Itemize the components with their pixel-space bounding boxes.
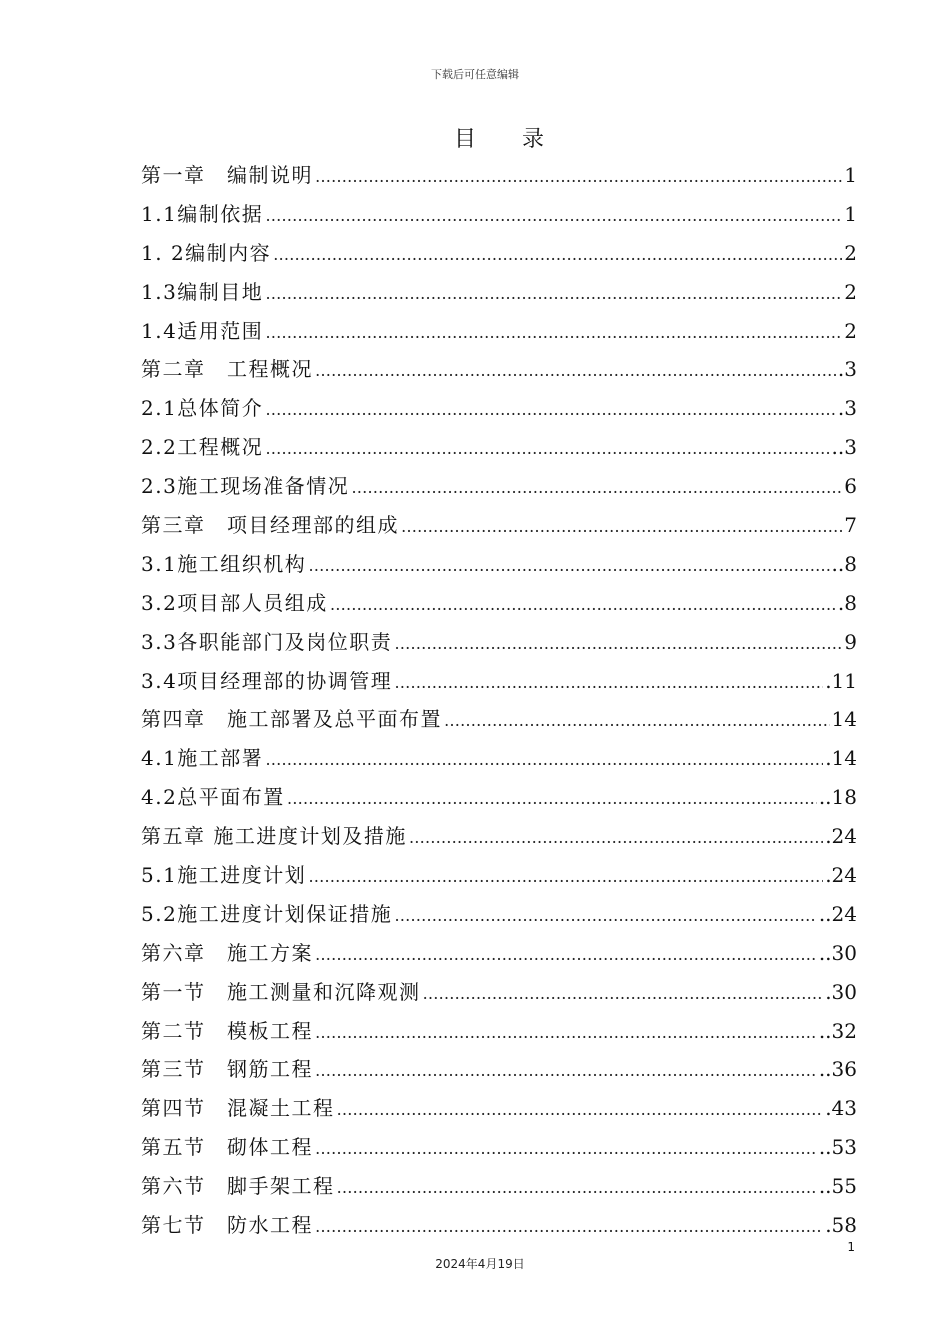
toc-entry-page: .30 bbox=[825, 979, 857, 1004]
toc-entry-page: .11 bbox=[825, 668, 857, 693]
toc-leader-dots bbox=[330, 595, 836, 614]
toc-entry-page: ..53 bbox=[818, 1135, 857, 1160]
toc-entry-title: 4.2总平面布置 bbox=[141, 785, 285, 810]
toc-entry-page: ..18 bbox=[818, 785, 857, 810]
toc-entry-page: ..24 bbox=[818, 901, 857, 926]
toc-entry-title: 第一节 施工测量和沉降观测 bbox=[141, 979, 421, 1004]
toc-entry-title: 3.4项目经理部的协调管理 bbox=[141, 668, 393, 693]
toc-leader-dots bbox=[287, 789, 817, 808]
toc-entry[interactable] bbox=[141, 1170, 857, 1209]
toc-entry-page: ..32 bbox=[818, 1018, 857, 1043]
toc-entry[interactable] bbox=[141, 1053, 857, 1092]
toc-entry-title: 1.1编制依据 bbox=[141, 201, 264, 226]
toc-entry[interactable] bbox=[141, 859, 857, 898]
toc-entry-page: ..55 bbox=[818, 1174, 857, 1199]
toc-entry[interactable] bbox=[141, 159, 857, 198]
page-title bbox=[0, 122, 950, 153]
page-header: 下载后可任意编辑 bbox=[431, 68, 519, 81]
toc-entry-title: 第六章 施工方案 bbox=[141, 940, 313, 965]
toc-leader-dots bbox=[394, 634, 842, 653]
toc-entry-page: .24 bbox=[825, 824, 857, 849]
toc-entry-page: .58 bbox=[825, 1213, 857, 1238]
toc-leader-dots bbox=[315, 1217, 823, 1236]
toc-entry-page: ..36 bbox=[818, 1057, 857, 1082]
toc-entry[interactable] bbox=[141, 1015, 857, 1054]
toc-entry[interactable] bbox=[141, 1209, 857, 1248]
toc-entry[interactable] bbox=[141, 548, 857, 587]
toc-entry-page: .3 bbox=[837, 357, 857, 382]
toc-entry[interactable] bbox=[141, 820, 857, 859]
toc-entry-page: ..30 bbox=[818, 940, 857, 965]
toc-entry[interactable] bbox=[141, 976, 857, 1015]
toc-entry-page: .8 bbox=[837, 590, 857, 615]
toc-leader-dots bbox=[315, 1139, 817, 1158]
toc-entry-title: 4.1施工部署 bbox=[141, 746, 264, 771]
toc-entry[interactable] bbox=[141, 431, 857, 470]
toc-entry-title: 第四章 施工部署及总平面布置 bbox=[141, 707, 442, 732]
toc-entry[interactable] bbox=[141, 198, 857, 237]
toc-entry[interactable] bbox=[141, 1131, 857, 1170]
toc-leader-dots bbox=[394, 906, 817, 925]
toc-entry-title: 第六节 脚手架工程 bbox=[141, 1174, 335, 1199]
toc-entry-page: 9 bbox=[844, 629, 857, 654]
toc-entry[interactable] bbox=[141, 392, 857, 431]
toc-entry-title: 1. 2编制内容 bbox=[141, 240, 272, 265]
toc-leader-dots bbox=[337, 1178, 817, 1197]
toc-entry-title: 第二章 工程概况 bbox=[141, 357, 313, 382]
toc-entry-title: 第七节 防水工程 bbox=[141, 1213, 313, 1238]
toc-entry-title: 2.3施工现场准备情况 bbox=[141, 474, 350, 499]
toc-entry-page: 1 bbox=[844, 201, 857, 226]
toc-entry-page: ..3 bbox=[831, 435, 857, 460]
toc-entry-title: 第一章 编制说明 bbox=[141, 163, 313, 187]
table-of-contents bbox=[141, 159, 857, 1248]
toc-entry-title: 第三章 项目经理部的组成 bbox=[141, 513, 399, 538]
toc-leader-dots bbox=[308, 867, 823, 886]
toc-leader-dots bbox=[337, 1100, 824, 1119]
toc-entry[interactable] bbox=[141, 1092, 857, 1131]
toc-entry-page: ..8 bbox=[831, 551, 857, 576]
toc-entry[interactable] bbox=[141, 276, 857, 315]
toc-entry-title: 2.1总体简介 bbox=[141, 396, 264, 421]
title-char-2: 录 bbox=[522, 127, 547, 152]
toc-entry-title: 5.2施工进度计划保证措施 bbox=[141, 901, 393, 926]
toc-leader-dots bbox=[265, 400, 836, 419]
toc-entry-title: 第四节 混凝土工程 bbox=[141, 1096, 335, 1121]
toc-leader-dots bbox=[315, 1061, 817, 1080]
toc-entry-page: .3 bbox=[837, 396, 857, 421]
toc-leader-dots bbox=[394, 673, 823, 692]
toc-entry[interactable] bbox=[141, 353, 857, 392]
toc-entry-page: 7 bbox=[844, 513, 857, 538]
toc-entry-page: .43 bbox=[825, 1096, 857, 1121]
toc-leader-dots bbox=[315, 361, 836, 380]
title-char-1: 目 bbox=[453, 127, 478, 152]
toc-entry-page: .14 bbox=[825, 746, 857, 771]
toc-entry-title: 2.2工程概况 bbox=[141, 435, 264, 460]
toc-leader-dots bbox=[409, 828, 823, 847]
toc-entry[interactable] bbox=[141, 315, 857, 354]
toc-entry-title: 1.4适用范围 bbox=[141, 318, 264, 343]
toc-entry[interactable] bbox=[141, 509, 857, 548]
toc-entry[interactable] bbox=[141, 937, 857, 976]
toc-entry-title: 3.2项目部人员组成 bbox=[141, 590, 328, 615]
toc-entry[interactable] bbox=[141, 898, 857, 937]
toc-entry[interactable] bbox=[141, 237, 857, 276]
toc-leader-dots bbox=[315, 945, 817, 964]
toc-leader-dots bbox=[315, 1023, 817, 1042]
toc-entry-page: 14 bbox=[831, 707, 857, 732]
toc-leader-dots bbox=[273, 245, 842, 264]
toc-entry-page: 1 bbox=[844, 163, 857, 187]
toc-leader-dots bbox=[315, 167, 842, 186]
toc-entry[interactable] bbox=[141, 703, 857, 742]
toc-entry-page: 6 bbox=[844, 474, 857, 499]
toc-entry-title: 第三节 钢筋工程 bbox=[141, 1057, 313, 1082]
toc-entry-page: 2 bbox=[844, 240, 857, 265]
toc-leader-dots bbox=[265, 206, 842, 225]
page-number: 1 bbox=[847, 1240, 855, 1254]
toc-leader-dots bbox=[308, 556, 829, 575]
toc-entry[interactable] bbox=[141, 742, 857, 781]
toc-entry[interactable] bbox=[141, 626, 857, 665]
toc-leader-dots bbox=[265, 439, 829, 458]
toc-leader-dots bbox=[423, 984, 824, 1003]
toc-leader-dots bbox=[265, 750, 823, 769]
toc-entry-title: 第五节 砌体工程 bbox=[141, 1135, 313, 1160]
toc-leader-dots bbox=[401, 517, 842, 536]
toc-leader-dots bbox=[265, 284, 842, 303]
toc-entry-page: 2 bbox=[844, 318, 857, 343]
toc-entry-page: .24 bbox=[825, 863, 857, 888]
toc-entry[interactable] bbox=[141, 587, 857, 626]
toc-leader-dots bbox=[265, 323, 842, 342]
toc-entry-title: 5.1施工进度计划 bbox=[141, 863, 307, 888]
toc-entry-title: 1.3编制目地 bbox=[141, 279, 264, 304]
toc-leader-dots bbox=[351, 478, 842, 497]
toc-entry-title: 3.1施工组织机构 bbox=[141, 551, 307, 576]
toc-entry[interactable] bbox=[141, 665, 857, 704]
toc-entry-page: 2 bbox=[844, 279, 857, 304]
toc-entry-title: 3.3各职能部门及岗位职责 bbox=[141, 629, 393, 654]
toc-leader-dots bbox=[444, 711, 830, 730]
toc-entry-title: 第五章 施工进度计划及措施 bbox=[141, 824, 407, 849]
toc-entry[interactable] bbox=[141, 781, 857, 820]
toc-entry-title: 第二节 模板工程 bbox=[141, 1018, 313, 1043]
footer-date: 2024年4月19日 bbox=[435, 1257, 525, 1271]
toc-entry[interactable] bbox=[141, 470, 857, 509]
